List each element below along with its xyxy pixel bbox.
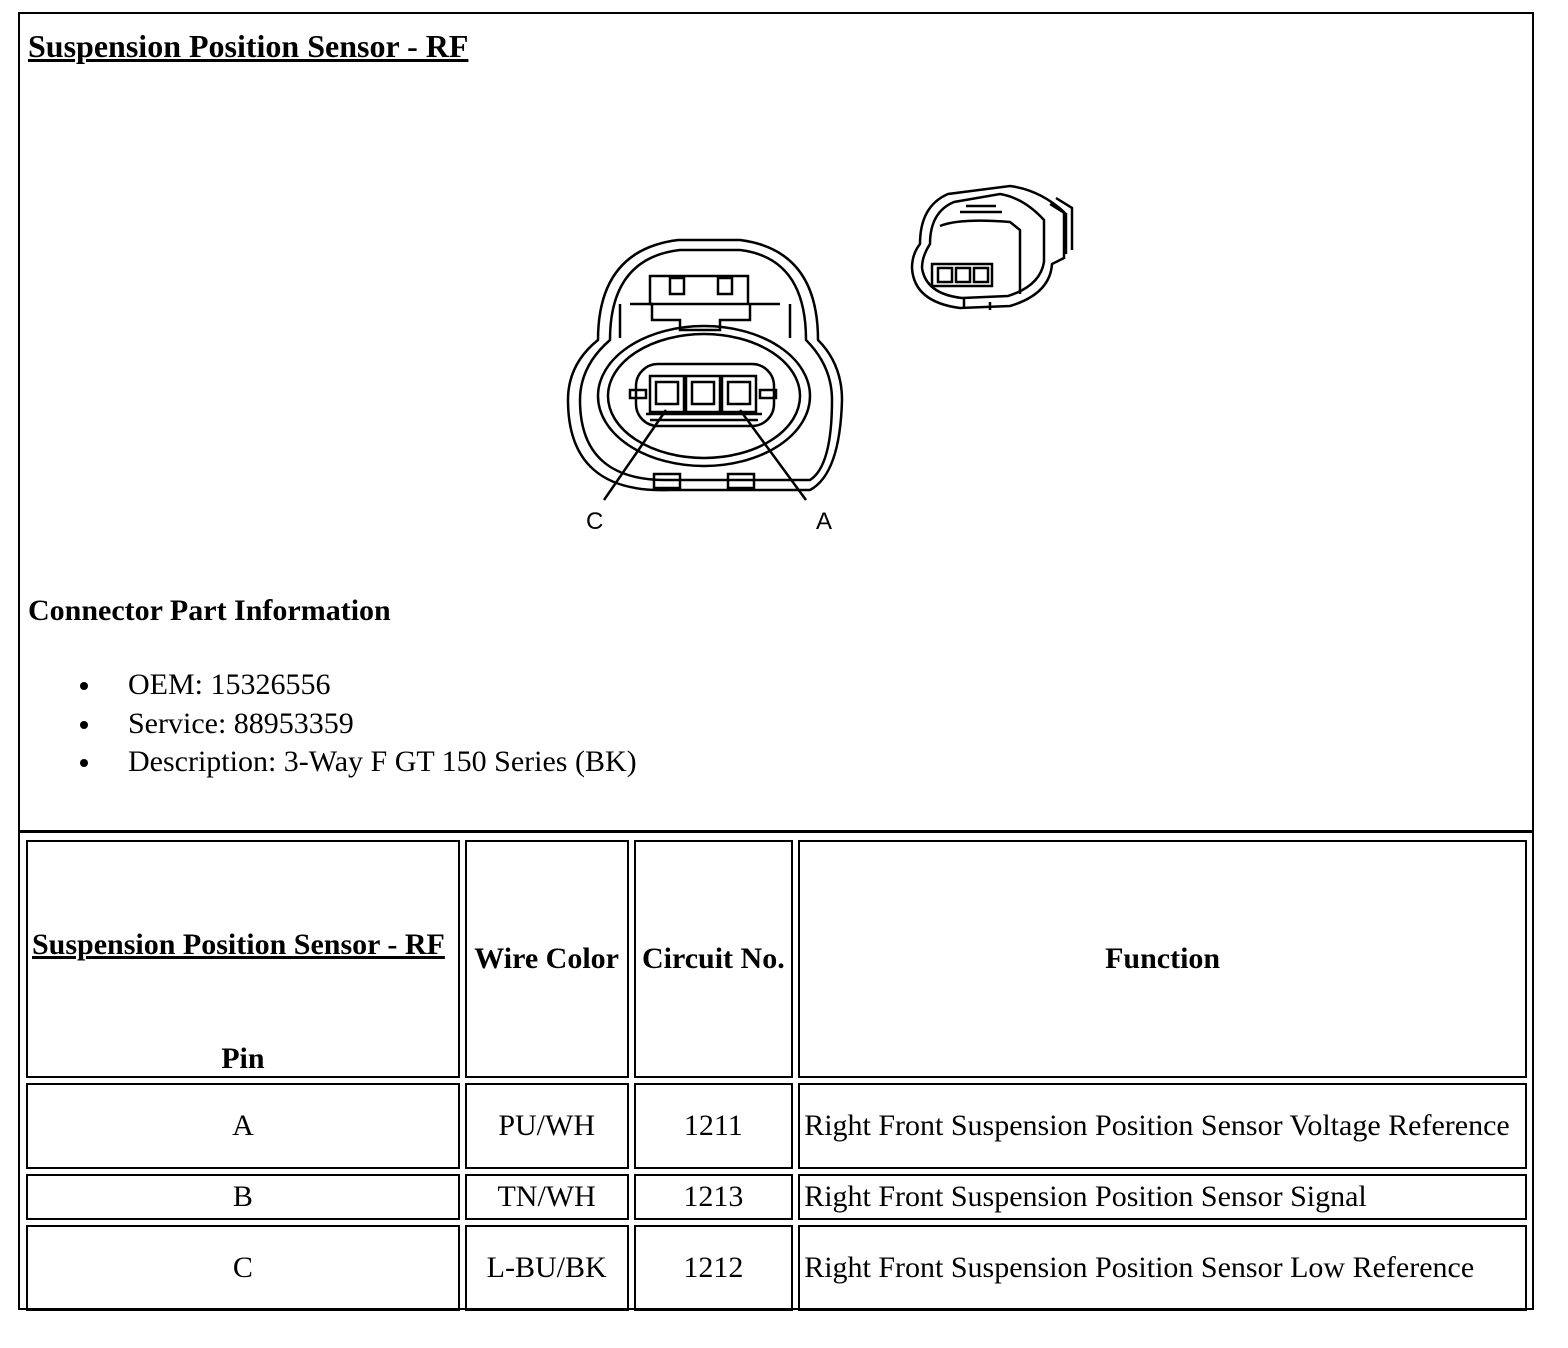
cell-circuit: 1213 xyxy=(634,1174,794,1220)
list-item: OEM: 15326556 xyxy=(80,666,637,705)
cell-circuit: 1212 xyxy=(634,1225,794,1311)
cell-pin: A xyxy=(26,1083,460,1169)
cell-function: Right Front Suspension Position Sensor Voltage Reference xyxy=(798,1083,1527,1169)
header-pin-label: Pin xyxy=(221,1042,265,1075)
header-pin xyxy=(26,840,460,1078)
cell-pin: C xyxy=(26,1225,460,1311)
connector-diagram xyxy=(20,94,1532,574)
cell-circuit: 1211 xyxy=(634,1083,794,1169)
cell-wire-color: PU/WH xyxy=(465,1083,629,1169)
cell-wire-color: TN/WH xyxy=(465,1174,629,1220)
header-function: Function xyxy=(798,840,1527,1078)
header-wire-color: Wire Color xyxy=(465,840,629,1078)
connector-isometric-icon xyxy=(912,186,1072,310)
pin-table xyxy=(21,835,1532,1316)
connector-face-icon xyxy=(568,240,842,500)
table-row xyxy=(26,1225,1527,1311)
header-connector-title: Suspension Position Sensor - RF xyxy=(32,928,445,961)
document-frame xyxy=(18,12,1534,1310)
bullet-icon xyxy=(80,682,88,690)
list-item: Service: 88953359 xyxy=(80,705,637,744)
connector-section xyxy=(20,14,1532,830)
header-circuit-no: Circuit No. xyxy=(634,840,794,1078)
list-item: Description: 3-Way F GT 150 Series (BK) xyxy=(80,743,637,782)
table-header-row xyxy=(26,840,1527,1078)
callout-label-a: A xyxy=(816,508,833,535)
connector-info-heading: Connector Part Information xyxy=(28,594,391,627)
cell-function: Right Front Suspension Position Sensor Low Reference xyxy=(798,1225,1527,1311)
bullet-icon xyxy=(80,759,88,767)
table-row xyxy=(26,1174,1527,1220)
table-row xyxy=(26,1083,1527,1169)
page-title: Suspension Position Sensor - RF xyxy=(28,28,469,64)
connector-info-list xyxy=(80,666,637,782)
bullet-icon xyxy=(80,721,88,729)
cell-pin: B xyxy=(26,1174,460,1220)
cell-function: Right Front Suspension Position Sensor Signal xyxy=(798,1174,1527,1220)
cell-wire-color: L-BU/BK xyxy=(465,1225,629,1311)
callout-label-c: C xyxy=(586,508,604,535)
section-divider xyxy=(20,830,1532,833)
